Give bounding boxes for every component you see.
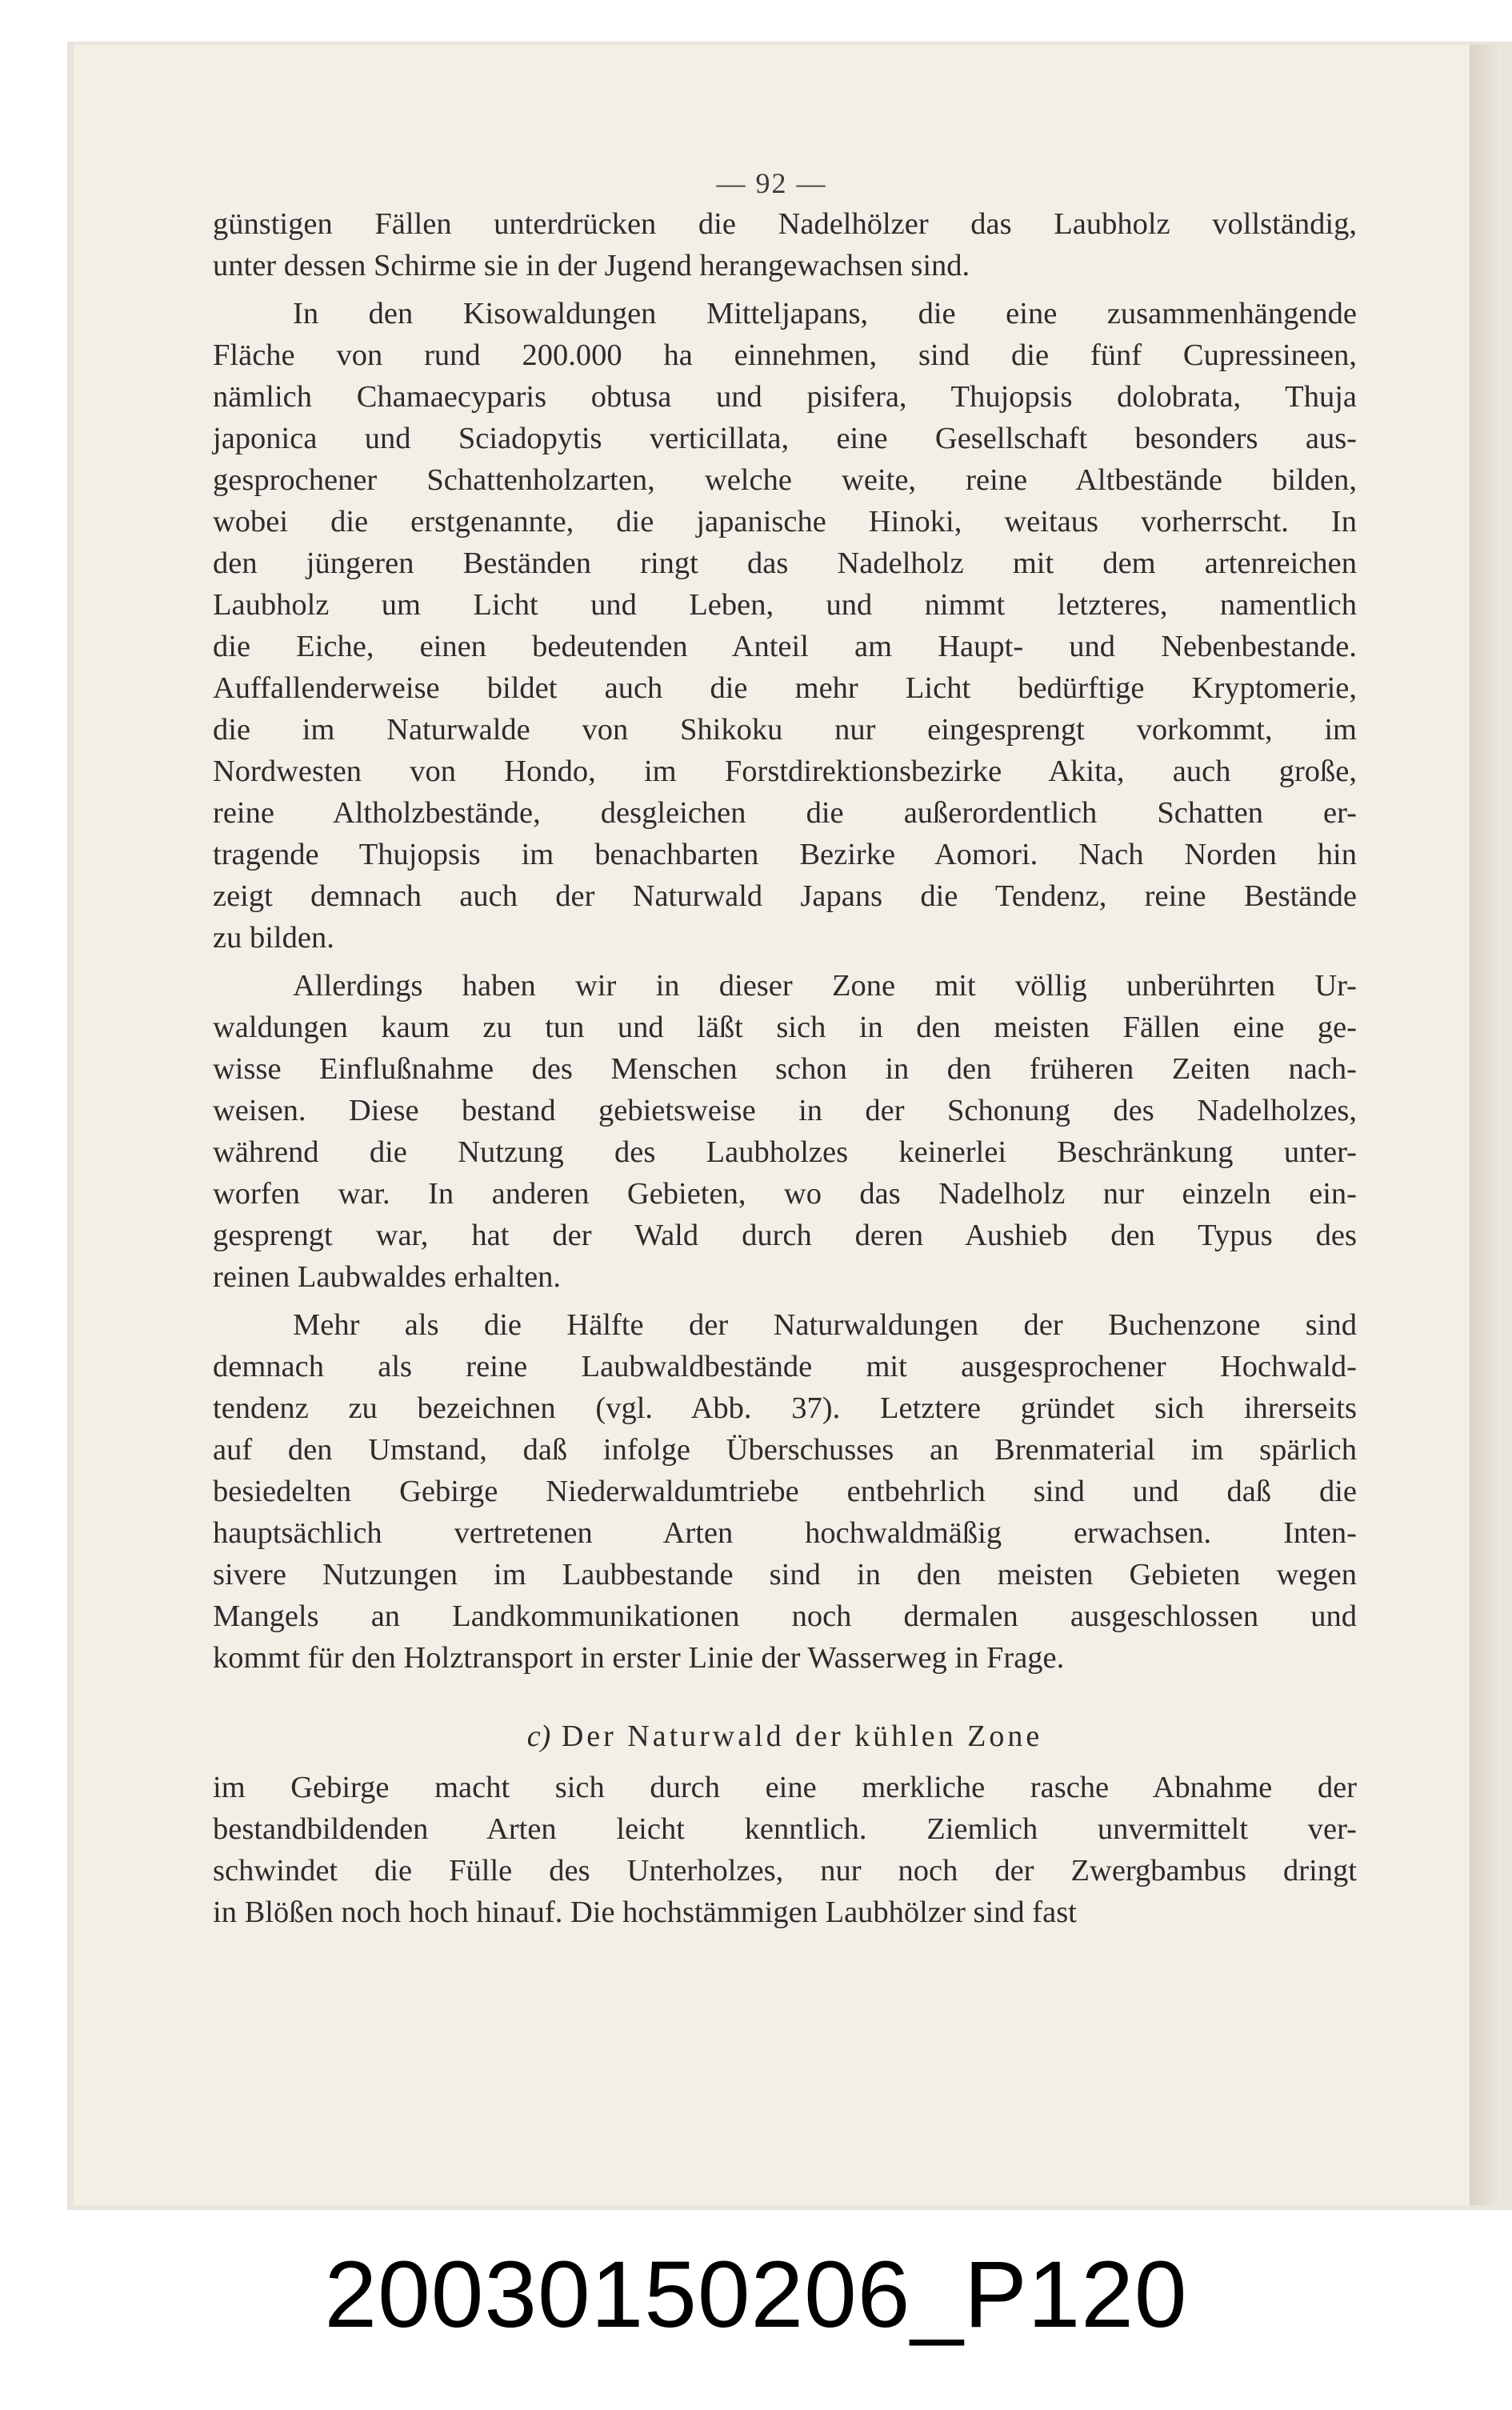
text-line: zeigt demnach auch der Naturwald Japans die Tendenz, reine Bestände [213,879,1357,913]
text-line: wisse Einflußnahme des Menschen schon in den früheren Zeiten nach- [213,1052,1357,1086]
text-line: gesprengt war, hat der Wald durch deren Aushieb den Typus des [213,1219,1357,1252]
body-text [213,203,1357,1933]
text-line: sivere Nutzungen im Laubbestande sind in den meisten Gebieten wegen [213,1558,1357,1591]
text-line: Fläche von rund 200.000 ha einnehmen, sind die fünf Cupressineen, [213,338,1357,372]
text-line: Mangels an Landkommunikationen noch dermalen ausgeschlossen und [213,1599,1357,1633]
text-line: in Blößen noch hoch hinauf. Die hochstämmigen Laubhölzer sind fast [213,1896,1077,1929]
text-line: tragende Thujopsis im benachbarten Bezirke Aomori. Nach Norden hin [213,838,1357,871]
text-line: den jüngeren Beständen ringt das Nadelholz mit dem artenreichen [213,546,1357,580]
paragraph-gap [213,1298,1357,1304]
text-line: schwindet die Fülle des Unterholzes, nur noch der Zwergbambus dringt [213,1854,1357,1888]
page-gutter [1470,45,1502,2205]
text-line: japonica und Sciadopytis verticillata, eine Gesellschaft besonders aus- [213,422,1357,455]
section-heading [213,1711,1357,1762]
text-line: Auffallenderweise bildet auch die mehr Licht bedürftige Kryptomerie, [213,671,1357,705]
text-line: Laubholz um Licht und Leben, und nimmt letzteres, namentlich [213,588,1357,622]
text-line: nämlich Chamaecyparis obtusa und pisifera, Thujopsis dolobrata, Thuja [213,380,1357,414]
section-title: Der Naturwald der kühlen Zone [561,1719,1043,1753]
text-line: hauptsächlich vertretenen Arten hochwaldmäßig erwachsen. Inten- [213,1516,1357,1550]
text-line: bestandbildenden Arten leicht kenntlich. Ziemlich unvermittelt ver- [213,1812,1357,1846]
text-line: reine Altholzbestände, desgleichen die außerordentlich Schatten er- [213,796,1357,830]
text-line: während die Nutzung des Laubholzes keinerlei Beschränkung unter- [213,1135,1357,1169]
paragraph [213,965,1357,1298]
text-line: günstigen Fällen unterdrücken die Nadelhölzer das Laubholz vollständig, [213,207,1357,241]
text-line: besiedelten Gebirge Niederwaldumtriebe entbehrlich sind und daß die [213,1475,1357,1508]
page-number: — 92 — [716,167,827,199]
text-line: auf den Umstand, daß infolge Überschusses an Brenmaterial im spärlich [213,1433,1357,1467]
section-letter: c) [526,1719,551,1753]
text-line: weisen. Diese bestand gebietsweise in der Schonung des Nadelholzes, [213,1094,1357,1127]
paragraph [213,1767,1357,1933]
image-identifier: 20030150206_P120 [324,2242,1188,2348]
paragraph-gap [213,286,1357,293]
text-line: Nordwesten von Hondo, im Forstdirektionsbezirke Akita, auch große, [213,755,1357,788]
text-line: die Eiche, einen bedeutenden Anteil am Haupt- und Nebenbestande. [213,630,1357,663]
text-line: gesprochener Schattenholzarten, welche weite, reine Altbestände bilden, [213,463,1357,497]
text-line: In den Kisowaldungen Mitteljapans, die eine zusammenhängende [293,297,1357,330]
text-line: worfen war. In anderen Gebieten, wo das Nadelholz nur einzeln ein- [213,1177,1357,1211]
text-line: reinen Laubwaldes erhalten. [213,1260,562,1294]
text-line: im Gebirge macht sich durch eine merkliche rasche Abnahme der [213,1771,1357,1804]
text-line: wobei die erstgenannte, die japanische Hinoki, weitaus vorherrscht. In [213,505,1357,538]
text-line: unter dessen Schirme sie in der Jugend herangewachsen sind. [213,249,970,282]
paragraph [213,203,1357,286]
text-line: Allerdings haben wir in dieser Zone mit völlig unberührten Ur- [293,969,1357,1003]
text-line: waldungen kaum zu tun und läßt sich in den meisten Fällen eine ge- [213,1011,1357,1044]
text-line: demnach als reine Laubwaldbestände mit ausgesprochener Hochwald- [213,1350,1357,1383]
final-paragraph [213,1767,1357,1933]
text-line: die im Naturwalde von Shikoku nur eingesprengt vorkommt, im [213,713,1357,747]
text-line: Mehr als die Hälfte der Naturwaldungen der Buchenzone sind [293,1308,1357,1342]
text-line: tendenz zu bezeichnen (vgl. Abb. 37). Letztere gründet sich ihrerseits [213,1391,1357,1425]
text-line: zu bilden. [213,921,334,955]
text-line: kommt für den Holztransport in erster Linie der Wasserweg in Frage. [213,1641,1065,1675]
paragraph-gap [213,959,1357,965]
paragraph [213,293,1357,959]
paragraph [213,1304,1357,1679]
paragraphs [213,203,1357,1679]
